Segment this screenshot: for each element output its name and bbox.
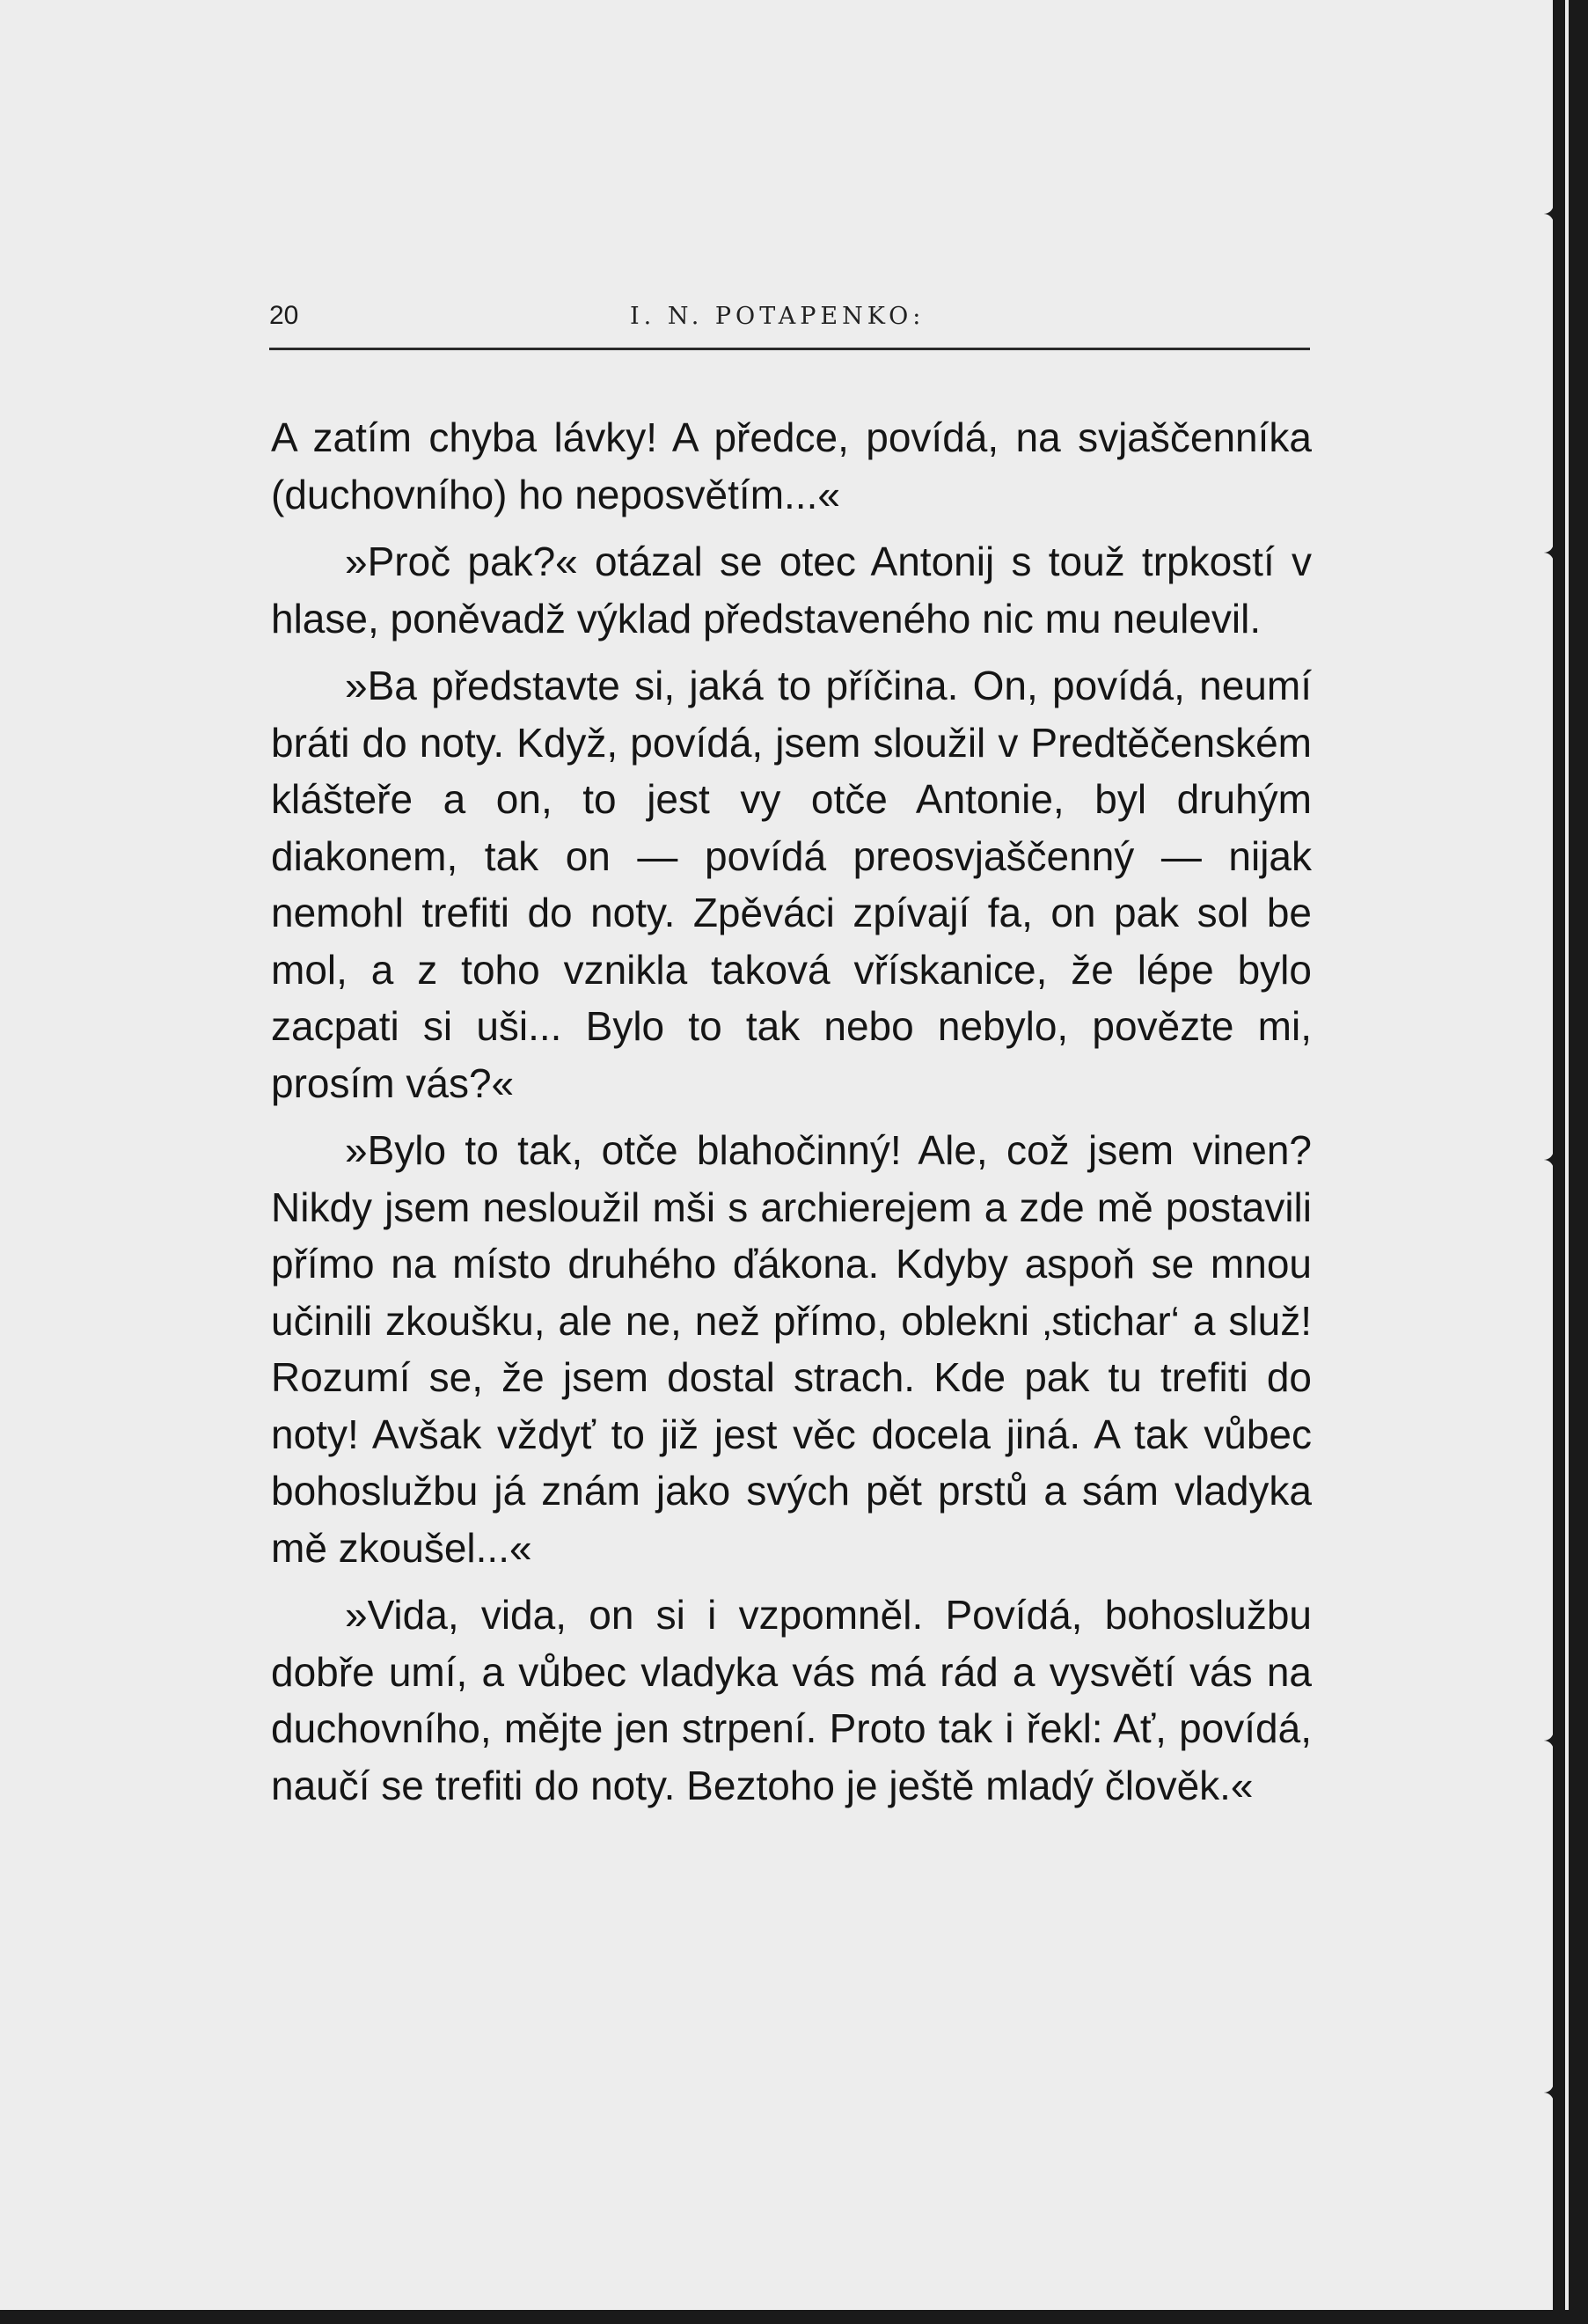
page-number: 20 xyxy=(269,301,299,330)
paragraph: »Proč pak?« otázal se otec Antonij s touž trpkostí v hlase, poněvadž výklad představeného nic mu neulevil. xyxy=(271,539,1312,641)
binding-mark: ✦ xyxy=(1542,2078,1565,2109)
binding-mark: ✦ xyxy=(1542,539,1565,569)
header-rule xyxy=(269,348,1310,350)
body-text xyxy=(271,409,1312,1824)
bottom-border xyxy=(0,2310,1588,2324)
running-head: I. N. POTAPENKO: xyxy=(630,303,926,330)
paragraph: A zatím chyba lávky! A předce, povídá, na svjaščenníka (duchovního) ho neposvětím...« xyxy=(271,414,1312,517)
binding-mark: ✦ xyxy=(1542,1146,1565,1177)
paragraph: »Bylo to tak, otče blahočinný! Ale, což jsem vinen? Nikdy jsem nesloužil mši s archierejem a zde mě postavili přímo na místo druhého ďákona. Kdyby aspoň se mnou učinili zkoušku, ale ne, než přímo, oblekni ‚stichar‘ a služ! Rozumí se, že jsem dostal strach. Kde pak tu trefiti do noty! Avšak vždyť to již jest věc docela jiná. A tak vůbec bohoslužbu já znám jako svých pět prstů a sám vladyka mě zkoušel...« xyxy=(271,1127,1312,1571)
paragraph: »Ba představte si, jaká to příčina. On, povídá, neumí bráti do noty. Když, povídá, jsem sloužil v Predtěčenském klášteře a on, to jest vy otče Antonie, byl druhým diakonem, tak on — povídá preosvjaščenný — nijak nemohl trefiti do noty. Zpěváci zpívají fa, on pak sol be mol, a z toho vznikla taková vřískanice, že lépe bylo zacpati si uši... Bylo to tak nebo nebylo, povězte mi, prosím vás?« xyxy=(271,663,1312,1106)
page-header xyxy=(269,299,1310,352)
paragraph: »Vida, vida, on si i vzpomněl. Povídá, bohoslužbu dobře umí, a vůbec vladyka vás má rád a vysvětí vás na duchovního, mějte jen strpení. Proto tak i řekl: Ať, povídá, naučí se trefiti do noty. Beztoho je ještě mladý člověk.« xyxy=(271,1592,1312,1808)
binding-mark: ✦ xyxy=(1542,1727,1565,1757)
binding-mark: ✦ xyxy=(1542,200,1565,231)
